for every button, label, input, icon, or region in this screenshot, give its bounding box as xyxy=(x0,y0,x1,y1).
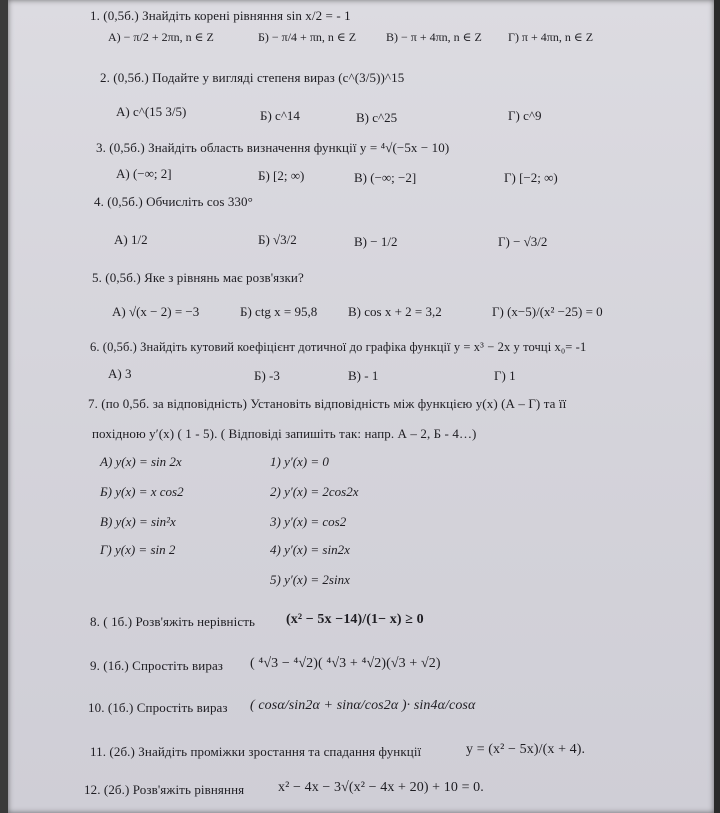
question-4: 4. (0,5б.) Обчисліть cos 330° xyxy=(94,194,253,209)
q7-right-2: 2) y′(x) = 2cos2x xyxy=(270,484,359,499)
q3-option-b: Б) [2; ∞) xyxy=(258,168,305,183)
q2-option-a: А) c^(15 3/5) xyxy=(116,104,187,119)
q1-option-b: Б) − π/4 + πn, n ∈ Z xyxy=(258,30,357,44)
question-12: 12. (2б.) Розв'яжіть рівняння xyxy=(84,782,245,797)
q7-right-3: 3) y′(x) = cos2 xyxy=(270,514,347,529)
q7-right-1: 1) y′(x) = 0 xyxy=(270,454,329,469)
q2-option-c: В) c^25 xyxy=(356,110,398,125)
question-5: 5. (0,5б.) Яке з рівнянь має розв'язки? xyxy=(92,270,304,285)
q4-option-c: В) − 1/2 xyxy=(354,234,398,249)
q2-option-b: Б) c^14 xyxy=(260,108,300,123)
q7-right-5: 5) y′(x) = 2sinx xyxy=(270,572,350,587)
q5-option-b: Б) ctg x = 95,8 xyxy=(240,304,318,319)
q6-option-c: В) - 1 xyxy=(348,368,379,383)
question-9: 9. (1б.) Спростіть вираз xyxy=(90,658,224,673)
q11-expression: y = (x² − 5x)/(x + 4). xyxy=(466,742,586,757)
q9-expression: ( ⁴√3 − ⁴√2)( ⁴√3 + ⁴√2)(√3 + √2) xyxy=(250,656,441,671)
q7-left-c: В) y(x) = sin²x xyxy=(100,514,176,529)
question-11: 11. (2б.) Знайдіть проміжки зростання та спадання функції xyxy=(90,744,422,759)
q1-option-d: Г) π + 4πn, n ∈ Z xyxy=(508,30,594,44)
q7-right-4: 4) y′(x) = sin2x xyxy=(270,542,350,557)
q3-option-a: А) (−∞; 2] xyxy=(116,166,172,181)
q10-expression: ( cosα/sin2α + sinα/cos2α )· sin4α/cosα xyxy=(250,698,476,713)
question-7-line-2: похідною y′(x) ( 1 - 5). ( Відповіді запишіть так: напр. А – 2, Б - 4…) xyxy=(92,426,477,441)
q3-option-c: В) (−∞; −2] xyxy=(354,170,417,185)
q12-expression: x² − 4x − 3√(x² − 4x + 20) + 10 = 0. xyxy=(278,780,484,795)
q1-option-c: В) − π + 4πn, n ∈ Z xyxy=(386,30,482,44)
question-7-line-1: 7. (по 0,5б. за відповідність) Установіть відповідність між функцією y(x) (А – Г) та її xyxy=(88,396,567,411)
q7-left-a: А) y(x) = sin 2x xyxy=(100,454,182,469)
q2-option-d: Г) c^9 xyxy=(508,108,542,123)
question-6: 6. (0,5б.) Знайдіть кутовий коефіцієнт дотичної до графіка функції y = x³ − 2x у точці x₀= -1 xyxy=(90,340,587,354)
question-1: 1. (0,5б.) Знайдіть корені рівняння sin x/2 = - 1 xyxy=(90,8,351,23)
q4-option-a: А) 1/2 xyxy=(114,232,148,247)
q4-option-d: Г) − √3/2 xyxy=(498,234,548,249)
question-8: 8. ( 1б.) Розв'яжіть нерівність xyxy=(90,614,256,629)
q7-left-b: Б) y(x) = x cos2 xyxy=(100,484,184,499)
q7-left-d: Г) y(x) = sin 2 xyxy=(100,542,176,557)
q5-option-d: Г) (x−5)/(x² −25) = 0 xyxy=(492,304,603,319)
q4-option-b: Б) √3/2 xyxy=(258,232,297,247)
q8-expression: (x² − 5x −14)/(1− x) ≥ 0 xyxy=(286,612,424,627)
q1-option-a: А) − π/2 + 2πn, n ∈ Z xyxy=(108,30,214,44)
q3-option-d: Г) [−2; ∞) xyxy=(504,170,558,185)
q5-option-c: В) cos x + 2 = 3,2 xyxy=(348,304,442,319)
worksheet-page xyxy=(8,0,714,813)
q6-option-b: Б) -3 xyxy=(254,368,280,383)
question-3: 3. (0,5б.) Знайдіть область визначення функції y = ⁴√(−5x − 10) xyxy=(96,140,450,155)
q6-option-a: А) 3 xyxy=(108,366,132,381)
question-10: 10. (1б.) Спростіть вираз xyxy=(88,700,228,715)
q5-option-a: А) √(x − 2) = −3 xyxy=(112,304,200,319)
left-edge xyxy=(0,0,8,813)
question-2: 2. (0,5б.) Подайте у вигляді степеня вираз (c^(3/5))^15 xyxy=(100,70,405,85)
q6-option-d: Г) 1 xyxy=(494,368,516,383)
